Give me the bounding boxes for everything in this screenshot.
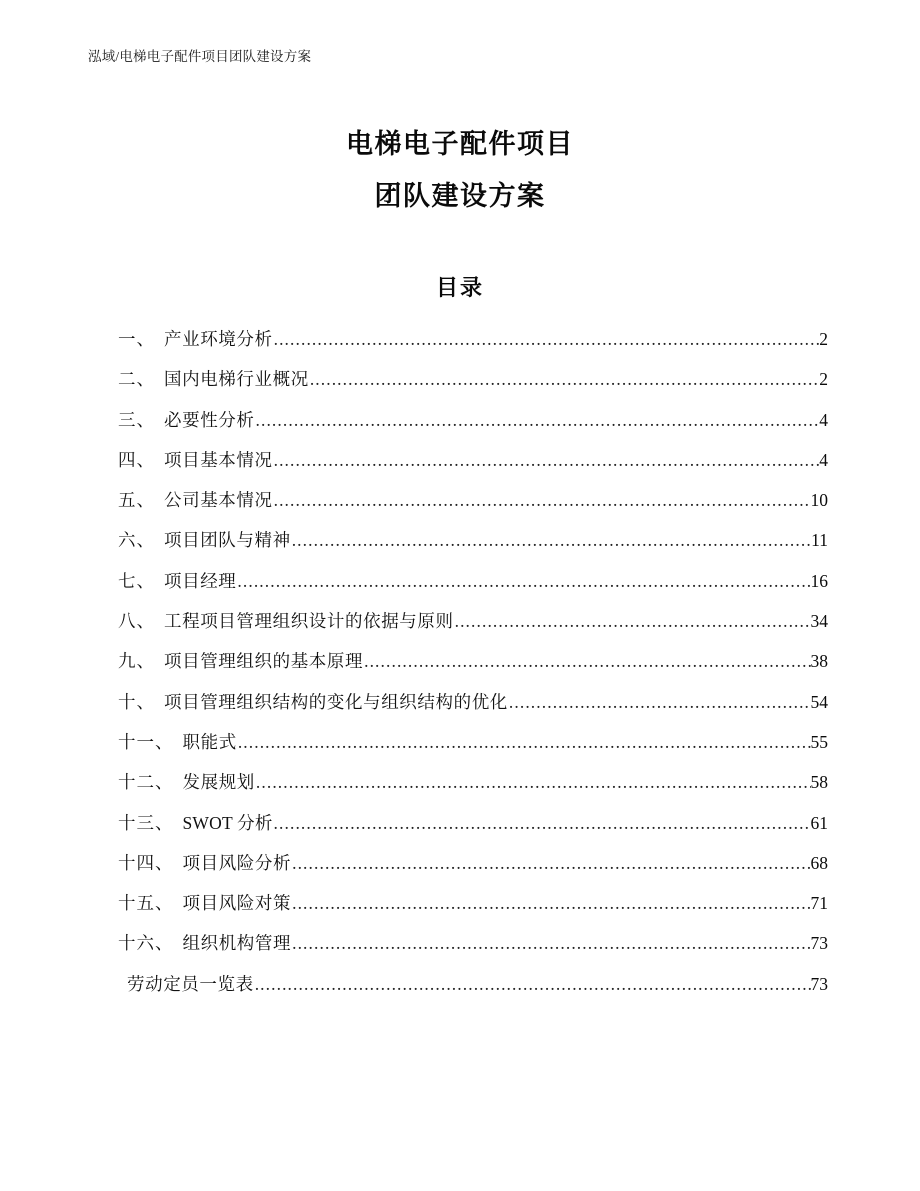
toc-entry-page-number: 73	[810, 933, 828, 954]
toc-entry-label: 项目管理组织的基本原理	[164, 651, 364, 672]
toc-entry-page-number: 4	[819, 449, 828, 470]
toc-entry-label: 产业环境分析	[164, 329, 273, 349]
toc-entry[interactable]	[118, 527, 828, 567]
toc-entry[interactable]	[118, 447, 828, 487]
toc-entry-number: 十四、	[118, 852, 174, 873]
toc-leader-dots	[274, 450, 820, 468]
toc-entry[interactable]	[118, 366, 828, 406]
toc-entry-page-number: 55	[810, 731, 828, 752]
toc-entry-page-number: 73	[810, 973, 828, 994]
toc-entry-page-number: 16	[810, 570, 828, 591]
toc-entry[interactable]	[118, 729, 828, 769]
toc-leader-dots	[292, 853, 810, 871]
toc-entry-page-number: 10	[810, 490, 828, 511]
table-of-contents-heading: 目录	[435, 275, 484, 300]
document-title-block	[0, 118, 920, 222]
toc-entry-page-number: 54	[810, 691, 828, 712]
document-title-line-1: 电梯电子配件项目	[346, 129, 574, 159]
toc-entry[interactable]	[118, 850, 828, 890]
toc-leader-dots	[237, 571, 810, 589]
toc-leader-dots	[274, 329, 820, 347]
toc-entry-label: SWOT 分析	[182, 812, 273, 833]
toc-entry-label: 项目团队与精神	[164, 530, 291, 551]
toc-entry-page-number: 58	[810, 772, 828, 793]
toc-entry-label: 项目风险分析	[182, 852, 292, 873]
table-of-contents	[118, 326, 828, 1011]
document-title-line-2: 团队建设方案	[374, 181, 546, 211]
toc-entry-number: 二、	[118, 369, 155, 390]
toc-entry-number: 一、	[118, 329, 155, 349]
toc-entry-page-number: 2	[819, 329, 828, 349]
toc-entry[interactable]	[118, 971, 828, 1011]
toc-entry-label: 公司基本情况	[164, 490, 273, 511]
toc-entry-page-number: 34	[810, 611, 828, 632]
toc-entry-number: 十六、	[118, 933, 174, 954]
toc-entry-label: 发展规划	[182, 772, 255, 793]
toc-entry[interactable]	[118, 890, 828, 930]
toc-entry-page-number: 61	[810, 812, 828, 833]
toc-entry-label: 组织机构管理	[182, 933, 292, 954]
toc-entry-label: 项目基本情况	[164, 449, 273, 470]
toc-entry-number: 十二、	[118, 772, 174, 793]
toc-entry-page-number: 4	[819, 409, 828, 430]
running-header: 泓域/电梯电子配件项目团队建设方案	[88, 49, 312, 64]
toc-entry-page-number: 68	[810, 852, 828, 873]
toc-entry-number: 十一、	[118, 731, 174, 752]
toc-entry-page-number: 11	[811, 530, 828, 551]
toc-leader-dots	[255, 974, 811, 992]
toc-entry-number: 九、	[118, 651, 155, 672]
toc-entry[interactable]	[118, 930, 828, 970]
toc-entry[interactable]	[118, 407, 828, 447]
toc-entry-label: 项目管理组织结构的变化与组织结构的优化	[164, 691, 508, 712]
toc-entry-page-number: 2	[819, 369, 828, 390]
toc-entry-label: 项目经理	[164, 570, 237, 591]
toc-entry-label: 必要性分析	[164, 409, 255, 430]
toc-entry-label: 职能式	[182, 731, 237, 752]
toc-entry[interactable]	[118, 769, 828, 809]
toc-entry-label: 工程项目管理组织设计的依据与原则	[164, 611, 454, 632]
toc-leader-dots	[238, 732, 811, 750]
toc-entry[interactable]	[118, 810, 828, 850]
toc-entry[interactable]	[118, 487, 828, 527]
toc-entry-number: 十五、	[118, 893, 174, 914]
toc-leader-dots	[274, 813, 811, 831]
toc-entry[interactable]	[118, 608, 828, 648]
toc-entry[interactable]	[118, 326, 828, 366]
toc-entry-number: 三、	[118, 409, 155, 430]
toc-entry[interactable]	[118, 648, 828, 688]
toc-entry-number: 七、	[118, 570, 155, 591]
toc-leader-dots	[292, 530, 811, 548]
toc-entry-page-number: 38	[810, 651, 828, 672]
toc-leader-dots	[310, 369, 819, 387]
toc-leader-dots	[292, 893, 810, 911]
toc-entry-number: 十、	[118, 691, 155, 712]
toc-entry-label: 项目风险对策	[182, 893, 292, 914]
toc-entry-number: 八、	[118, 611, 155, 632]
toc-leader-dots	[292, 933, 810, 951]
toc-entry-label: 国内电梯行业概况	[164, 369, 309, 390]
toc-entry-label: 劳动定员一览表	[127, 973, 254, 994]
toc-leader-dots	[455, 611, 811, 629]
toc-leader-dots	[256, 410, 820, 428]
toc-entry[interactable]	[118, 568, 828, 608]
toc-entry-number: 十三、	[118, 812, 174, 833]
toc-entry[interactable]	[118, 689, 828, 729]
toc-leader-dots	[274, 490, 811, 508]
toc-entry-number: 四、	[118, 449, 155, 470]
toc-entry-number: 五、	[118, 490, 155, 511]
toc-leader-dots	[256, 772, 811, 790]
toc-leader-dots	[364, 651, 810, 669]
toc-entry-number: 六、	[118, 530, 155, 551]
toc-leader-dots	[509, 692, 811, 710]
toc-entry-page-number: 71	[810, 893, 828, 914]
